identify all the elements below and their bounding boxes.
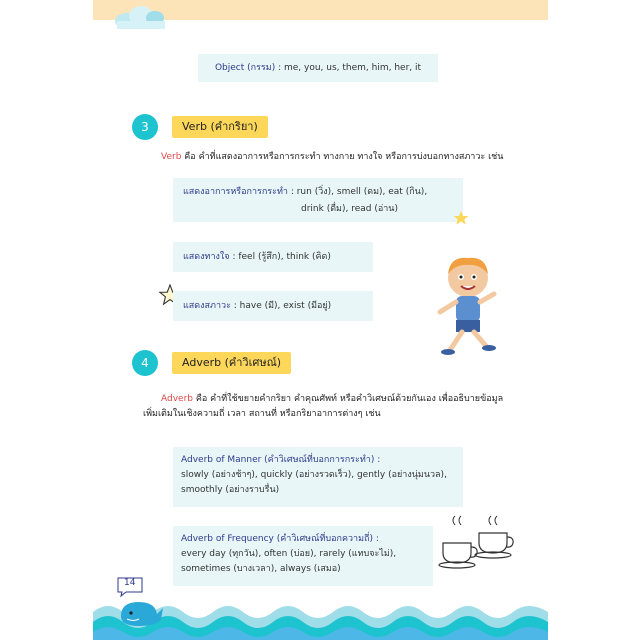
object-label: Object (กรรม) xyxy=(214,63,276,73)
section-number-adverb: 4 xyxy=(132,350,158,376)
verb-state-box xyxy=(173,291,373,321)
adverb-intro xyxy=(143,392,539,422)
section-title-verb: Verb (คำกริยา) xyxy=(172,116,268,138)
object-text: : me, you, us, them, him, her, it xyxy=(275,63,422,73)
verb-state-text: : have (มี), exist (มีอยู่) xyxy=(230,301,332,311)
section-title-adverb: Adverb (คำวิเศษณ์) xyxy=(172,352,291,374)
coffee-cups-icon xyxy=(433,515,523,580)
whale-icon xyxy=(115,592,165,632)
verb-intro xyxy=(161,150,531,165)
verb-intro-text: คือ คำที่แสดงอาการหรือการกระทำ ทางกาย ทางใจ หรือการบ่งบอกทางสภาวะ เช่น xyxy=(181,152,504,162)
adverb-intro-line1: คือ คำที่ใช้ขยายคำกริยา คำคุณศัพท์ หรือคำวิเศษณ์ด้วยกันเอง เพื่ออธิบายข้อมูล xyxy=(193,394,504,404)
adverb-frequency-label: Adverb of Frequency (คำวิเศษณ์ที่บอกความถี่) : xyxy=(181,534,379,544)
verb-action-sep: : xyxy=(287,187,297,197)
verb-action-line2: drink (ดื่ม), read (อ่าน) xyxy=(301,204,398,214)
verb-state-label: แสดงสภาวะ xyxy=(183,301,231,311)
adverb-manner-box xyxy=(173,447,463,507)
adverb-manner-line2: smoothly (อย่างราบรื่น) xyxy=(181,485,280,495)
verb-mind-label: แสดงทางใจ xyxy=(183,252,230,262)
verb-keyword: Verb xyxy=(161,152,182,162)
adverb-manner-label: Adverb of Manner (คำวิเศษณ์ที่บอกการกระทำ) : xyxy=(181,455,381,465)
verb-action-line1: run (วิ่ง), smell (ดม), eat (กิน), xyxy=(296,187,428,197)
star-icon xyxy=(453,210,469,226)
book-page xyxy=(93,0,548,640)
object-box xyxy=(198,54,438,82)
verb-action-label: แสดงอาการหรือการกระทำ xyxy=(183,187,288,197)
cloud-icon xyxy=(111,4,171,30)
verb-mind-text: : feel (รู้สึก), think (คิด) xyxy=(229,252,331,262)
adverb-intro-line2: เพิ่มเติมในเชิงความถี่ เวลา สถานที่ หรือกริยาอาการต่างๆ เช่น xyxy=(143,409,381,419)
adverb-frequency-line1: every day (ทุกวัน), often (บ่อย), rarely (แทบจะไม่), xyxy=(181,549,397,559)
adverb-frequency-line2: sometimes (บางเวลา), always (เสมอ) xyxy=(181,564,341,574)
verb-mind-box xyxy=(173,242,373,272)
page-number: 14 xyxy=(124,578,136,588)
running-boy-illustration xyxy=(428,250,508,360)
adverb-frequency-box xyxy=(173,526,433,586)
section-number-verb: 3 xyxy=(132,114,158,140)
verb-action-box xyxy=(173,178,463,222)
adverb-keyword: Adverb xyxy=(161,394,193,404)
adverb-manner-line1: slowly (อย่างช้าๆ), quickly (อย่างรวดเร็ว), gently (อย่างนุ่มนวล), xyxy=(181,470,447,480)
